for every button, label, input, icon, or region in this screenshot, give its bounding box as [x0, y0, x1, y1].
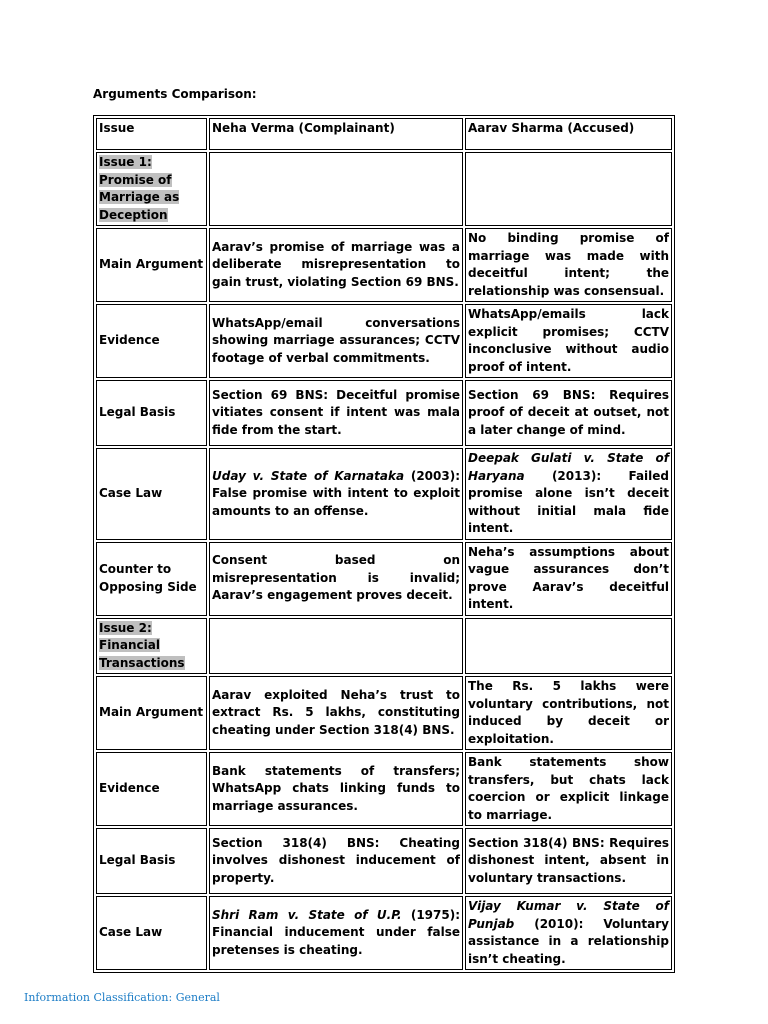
issue-1-title-row	[96, 152, 672, 226]
accused-cell: Neha’s assumptions about vague assurances don’t prove Aarav’s deceitful intent.	[465, 542, 672, 616]
complainant-cell: Bank statements of transfers; WhatsApp chats linking funds to marriage assurances.	[209, 752, 463, 826]
classification-footer: Information Classification: General	[24, 991, 220, 1004]
issue-1-title: Issue 1: Promise of Marriage as Deception	[99, 155, 180, 222]
issue-1-counter-row	[96, 542, 672, 616]
row-label: Main Argument	[96, 228, 207, 302]
case-summary: (2003): False promise with intent to exploit amounts to an offense.	[212, 468, 460, 518]
row-label: Legal Basis	[96, 380, 207, 446]
empty-cell	[209, 152, 463, 226]
row-label: Main Argument	[96, 676, 207, 750]
empty-cell	[209, 618, 463, 675]
case-citation: Uday v. State of Karnataka	[212, 468, 405, 483]
accused-cell	[465, 896, 672, 970]
header-issue: Issue	[96, 118, 207, 150]
header-complainant: Neha Verma (Complainant)	[209, 118, 463, 150]
page-heading: Arguments Comparison:	[93, 87, 257, 101]
complainant-cell	[209, 896, 463, 970]
complainant-cell	[209, 448, 463, 540]
accused-cell: Bank statements show transfers, but chats lack coercion or explicit linkage to marriage.	[465, 752, 672, 826]
case-citation: Deepak Gulati v. State of Haryana	[468, 451, 669, 483]
complainant-cell: Section 69 BNS: Deceitful promise vitiates consent if intent was mala fide from the start.	[209, 380, 463, 446]
row-label: Evidence	[96, 304, 207, 378]
row-label: Counter to Opposing Side	[96, 542, 207, 616]
issue-2-title-row	[96, 618, 672, 675]
row-label: Evidence	[96, 752, 207, 826]
accused-cell: Section 69 BNS: Requires proof of deceit at outset, not a later change of mind.	[465, 380, 672, 446]
header-accused: Aarav Sharma (Accused)	[465, 118, 672, 150]
issue-2-title-cell	[96, 618, 207, 675]
accused-cell: No binding promise of marriage was made with deceitful intent; the relationship was consensual.	[465, 228, 672, 302]
complainant-cell: Consent based on misrepresentation is invalid; Aarav’s engagement proves deceit.	[209, 542, 463, 616]
issue-1-case-law-row	[96, 448, 672, 540]
issue-2-evidence-row	[96, 752, 672, 826]
case-citation: Vijay Kumar v. State of Punjab	[468, 899, 669, 931]
empty-cell	[465, 618, 672, 675]
issue-2-legal-basis-row	[96, 828, 672, 894]
issue-1-evidence-row	[96, 304, 672, 378]
accused-cell: The Rs. 5 lakhs were voluntary contributions, not induced by deceit or exploitation.	[465, 676, 672, 750]
complainant-cell: Section 318(4) BNS: Cheating involves dishonest inducement of property.	[209, 828, 463, 894]
arguments-table-container	[93, 115, 675, 973]
accused-cell: WhatsApp/emails lack explicit promises; CCTV inconclusive without audio proof of intent.	[465, 304, 672, 378]
issue-1-main-argument-row	[96, 228, 672, 302]
row-label: Legal Basis	[96, 828, 207, 894]
arguments-comparison-table	[93, 115, 675, 973]
issue-2-title: Issue 2: Financial Transactions	[99, 620, 185, 670]
case-summary: (2013): Failed promise alone isn’t deceit without initial mala fide intent.	[468, 468, 669, 535]
complainant-cell: WhatsApp/email conversations showing marriage assurances; CCTV footage of verbal commitments.	[209, 304, 463, 378]
row-label: Case Law	[96, 896, 207, 970]
case-summary: (2010): Voluntary assistance in a relationship isn’t cheating.	[468, 916, 669, 966]
empty-cell	[465, 152, 672, 226]
header-row	[96, 118, 672, 150]
issue-2-main-argument-row	[96, 676, 672, 750]
issue-2-case-law-row	[96, 896, 672, 970]
issue-1-title-cell	[96, 152, 207, 226]
case-summary: (1975): Financial inducement under false pretenses is cheating.	[212, 907, 460, 957]
accused-cell: Section 318(4) BNS: Requires dishonest intent, absent in voluntary transactions.	[465, 828, 672, 894]
case-citation: Shri Ram v. State of U.P.	[212, 907, 402, 922]
accused-cell	[465, 448, 672, 540]
issue-1-legal-basis-row	[96, 380, 672, 446]
row-label: Case Law	[96, 448, 207, 540]
complainant-cell: Aarav’s promise of marriage was a deliberate misrepresentation to gain trust, violating Section 69 BNS.	[209, 228, 463, 302]
complainant-cell: Aarav exploited Neha’s trust to extract Rs. 5 lakhs, constituting cheating under Section 318(4) BNS.	[209, 676, 463, 750]
